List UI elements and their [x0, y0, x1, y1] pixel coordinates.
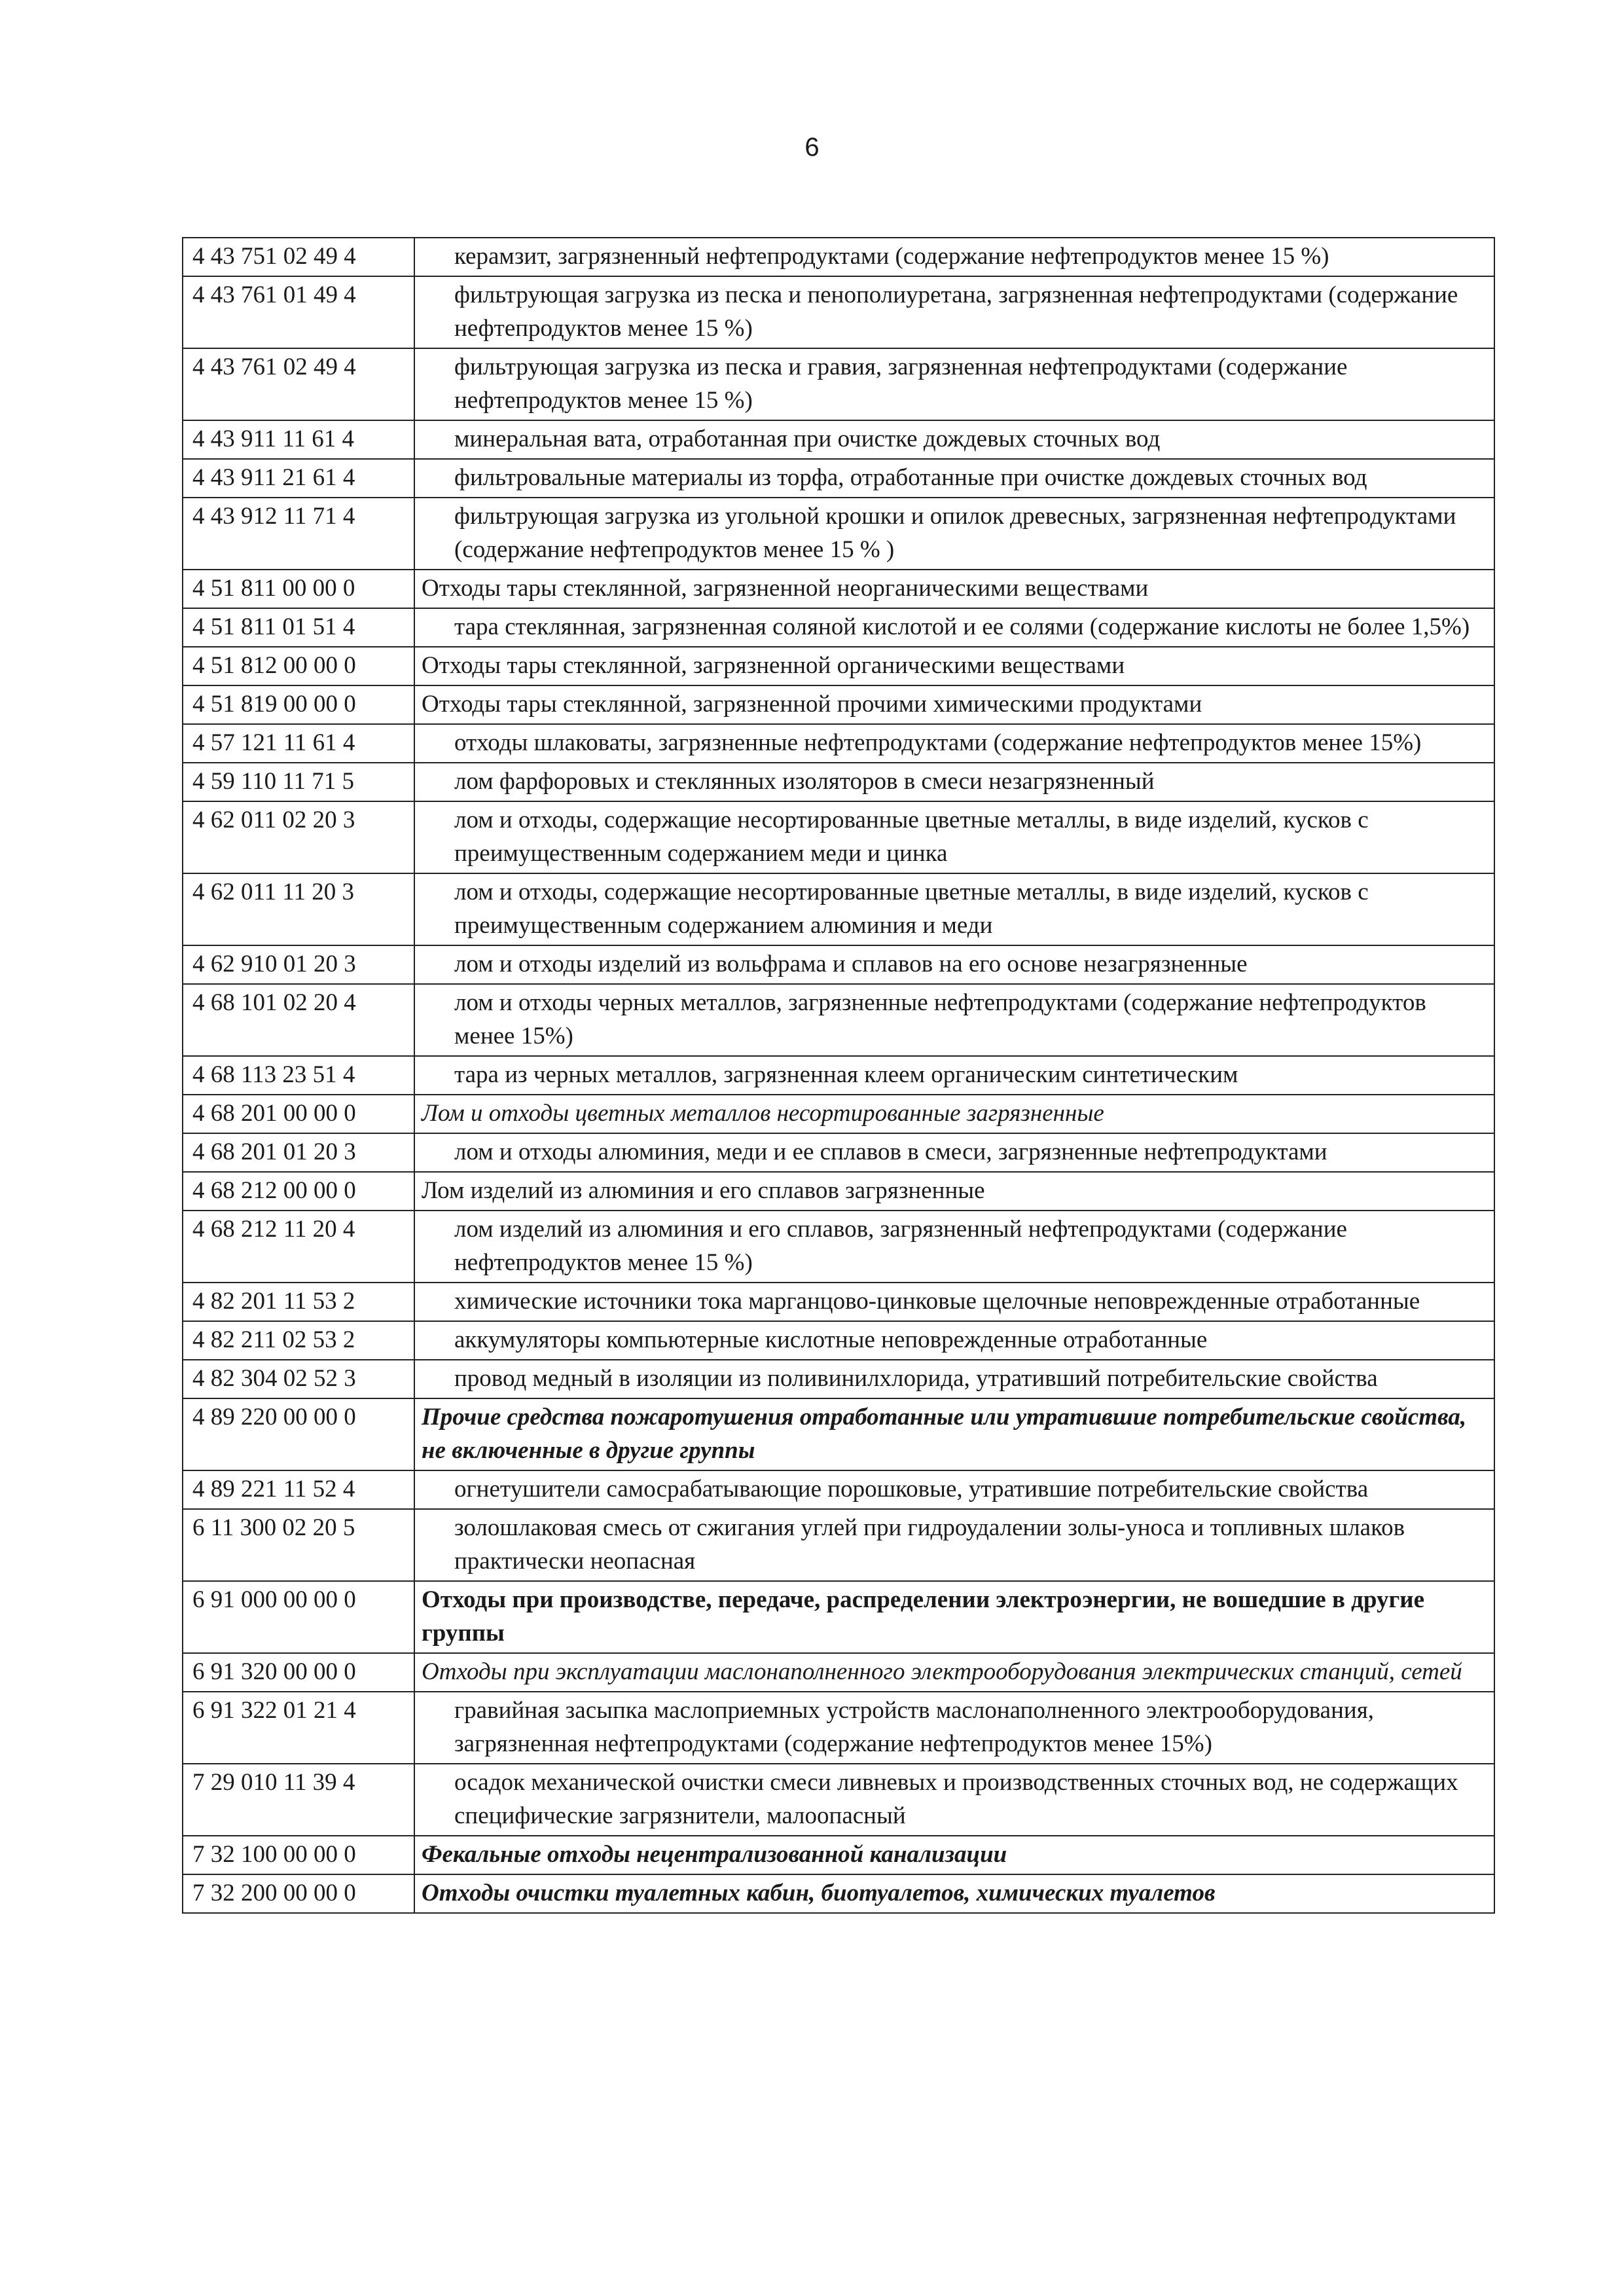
waste-code: 4 43 911 11 61 4	[183, 420, 414, 459]
table-row	[183, 238, 1494, 276]
waste-description: химические источники тока марганцово-цинковые щелочные неповрежденные отработанные	[414, 1283, 1494, 1321]
waste-description: лом и отходы изделий из вольфрама и сплавов на его основе незагрязненные	[414, 945, 1494, 984]
table-row	[183, 459, 1494, 498]
waste-description: фильтровальные материалы из торфа, отработанные при очистке дождевых сточных вод	[414, 459, 1494, 498]
waste-code: 4 59 110 11 71 5	[183, 763, 414, 801]
waste-group-description: Фекальные отходы нецентрализованной канализации	[414, 1836, 1494, 1874]
waste-code: 4 68 201 01 20 3	[183, 1133, 414, 1172]
waste-group-description: Отходы очистки туалетных кабин, биотуалетов, химических туалетов	[414, 1874, 1494, 1913]
waste-code: 4 43 912 11 71 4	[183, 498, 414, 570]
waste-description: осадок механической очистки смеси ливневых и производственных сточных вод, не содержащих специфические загрязнители, малоопасный	[414, 1764, 1494, 1836]
waste-group-description: Отходы тары стеклянной, загрязненной прочими химическими продуктами	[414, 685, 1494, 724]
table-row-group	[183, 1581, 1494, 1653]
table-row	[183, 763, 1494, 801]
table-row	[183, 608, 1494, 647]
waste-description: гравийная засыпка маслоприемных устройств маслонаполненного электрооборудования, загрязненная нефтепродуктами (содержание нефтепродуктов менее 15%)	[414, 1692, 1494, 1764]
waste-code: 4 68 212 11 20 4	[183, 1211, 414, 1283]
waste-group-description: Отходы при эксплуатации маслонаполненного электрооборудования электрических станций, сетей	[414, 1653, 1494, 1692]
table-row-group	[183, 570, 1494, 608]
waste-group-description: Прочие средства пожаротушения отработанные или утратившие потребительские свойства, не включенные в другие группы	[414, 1398, 1494, 1470]
waste-group-description: Отходы тары стеклянной, загрязненной неорганическими веществами	[414, 570, 1494, 608]
table-row	[183, 1283, 1494, 1321]
waste-code: 4 82 304 02 52 3	[183, 1360, 414, 1398]
waste-description: керамзит, загрязненный нефтепродуктами (содержание нефтепродуктов менее 15 %)	[414, 238, 1494, 276]
waste-code: 4 68 101 02 20 4	[183, 984, 414, 1056]
waste-description: отходы шлаковаты, загрязненные нефтепродуктами (содержание нефтепродуктов менее 15%)	[414, 724, 1494, 763]
table-row	[183, 1692, 1494, 1764]
table-row	[183, 1360, 1494, 1398]
table-row	[183, 276, 1494, 348]
table-row	[183, 945, 1494, 984]
waste-description: лом и отходы, содержащие несортированные цветные металлы, в виде изделий, кусков с преимущественным содержанием алюминия и меди	[414, 873, 1494, 945]
waste-description: фильтрующая загрузка из угольной крошки и опилок древесных, загрязненная нефтепродуктами (содержание нефтепродуктов менее 15 % )	[414, 498, 1494, 570]
table-row	[183, 420, 1494, 459]
table-row	[183, 348, 1494, 420]
page-number: 6	[804, 133, 820, 162]
table-row-group	[183, 685, 1494, 724]
waste-classification-table-wrapper	[182, 237, 1470, 1914]
waste-code: 4 68 201 00 00 0	[183, 1095, 414, 1133]
waste-description: тара стеклянная, загрязненная соляной кислотой и ее солями (содержание кислоты не более 1,5%)	[414, 608, 1494, 647]
table-row	[183, 801, 1494, 873]
waste-code: 4 89 220 00 00 0	[183, 1398, 414, 1470]
waste-code: 4 43 911 21 61 4	[183, 459, 414, 498]
waste-code: 4 57 121 11 61 4	[183, 724, 414, 763]
waste-code: 4 43 761 02 49 4	[183, 348, 414, 420]
waste-code: 6 11 300 02 20 5	[183, 1509, 414, 1581]
table-row	[183, 1764, 1494, 1836]
table-row-group	[183, 647, 1494, 685]
table-row	[183, 1470, 1494, 1509]
waste-code: 6 91 000 00 00 0	[183, 1581, 414, 1653]
table-row	[183, 1211, 1494, 1283]
waste-code: 4 51 819 00 00 0	[183, 685, 414, 724]
waste-code: 4 43 761 01 49 4	[183, 276, 414, 348]
waste-code: 4 68 212 00 00 0	[183, 1172, 414, 1211]
waste-code: 4 51 811 01 51 4	[183, 608, 414, 647]
waste-description: аккумуляторы компьютерные кислотные неповрежденные отработанные	[414, 1321, 1494, 1360]
waste-code: 4 89 221 11 52 4	[183, 1470, 414, 1509]
waste-description: провод медный в изоляции из поливинилхлорида, утративший потребительские свойства	[414, 1360, 1494, 1398]
waste-description: лом и отходы, содержащие несортированные цветные металлы, в виде изделий, кусков с преимущественным содержанием меди и цинка	[414, 801, 1494, 873]
waste-code: 4 82 201 11 53 2	[183, 1283, 414, 1321]
table-row	[183, 873, 1494, 945]
waste-description: лом изделий из алюминия и его сплавов, загрязненный нефтепродуктами (содержание нефтепродуктов менее 15 %)	[414, 1211, 1494, 1283]
waste-group-description: Лом изделий из алюминия и его сплавов загрязненные	[414, 1172, 1494, 1211]
table-row	[183, 1509, 1494, 1581]
table-row	[183, 498, 1494, 570]
waste-description: лом и отходы алюминия, меди и ее сплавов в смеси, загрязненные нефтепродуктами	[414, 1133, 1494, 1172]
waste-code: 4 62 910 01 20 3	[183, 945, 414, 984]
waste-description: тара из черных металлов, загрязненная клеем органическим синтетическим	[414, 1056, 1494, 1095]
table-row	[183, 724, 1494, 763]
table-row	[183, 984, 1494, 1056]
waste-description: золошлаковая смесь от сжигания углей при гидроудалении золы-уноса и топливных шлаков практически неопасная	[414, 1509, 1494, 1581]
waste-group-description: Отходы тары стеклянной, загрязненной органическими веществами	[414, 647, 1494, 685]
table-row-group	[183, 1874, 1494, 1913]
table-row-group	[183, 1653, 1494, 1692]
waste-code: 4 43 751 02 49 4	[183, 238, 414, 276]
waste-code: 4 68 113 23 51 4	[183, 1056, 414, 1095]
waste-code: 6 91 322 01 21 4	[183, 1692, 414, 1764]
waste-description: лом и отходы черных металлов, загрязненные нефтепродуктами (содержание нефтепродуктов менее 15%)	[414, 984, 1494, 1056]
waste-description: фильтрующая загрузка из песка и гравия, загрязненная нефтепродуктами (содержание нефтепродуктов менее 15 %)	[414, 348, 1494, 420]
waste-code: 4 51 811 00 00 0	[183, 570, 414, 608]
waste-group-description: Отходы при производстве, передаче, распределении электроэнергии, не вошедшие в другие группы	[414, 1581, 1494, 1653]
table-row-group	[183, 1172, 1494, 1211]
waste-code: 7 32 100 00 00 0	[183, 1836, 414, 1874]
waste-code: 6 91 320 00 00 0	[183, 1653, 414, 1692]
waste-description: фильтрующая загрузка из песка и пенополиуретана, загрязненная нефтепродуктами (содержание нефтепродуктов менее 15 %)	[414, 276, 1494, 348]
table-row	[183, 1056, 1494, 1095]
table-row-group	[183, 1398, 1494, 1470]
table-row	[183, 1321, 1494, 1360]
waste-code: 4 51 812 00 00 0	[183, 647, 414, 685]
waste-code: 4 62 011 02 20 3	[183, 801, 414, 873]
table-row	[183, 1133, 1494, 1172]
waste-description: минеральная вата, отработанная при очистке дождевых сточных вод	[414, 420, 1494, 459]
table-row-group	[183, 1095, 1494, 1133]
waste-classification-table	[182, 237, 1495, 1914]
waste-code: 4 82 211 02 53 2	[183, 1321, 414, 1360]
waste-description: лом фарфоровых и стеклянных изоляторов в смеси незагрязненный	[414, 763, 1494, 801]
table-row-group	[183, 1836, 1494, 1874]
waste-code: 7 32 200 00 00 0	[183, 1874, 414, 1913]
waste-code: 7 29 010 11 39 4	[183, 1764, 414, 1836]
waste-code: 4 62 011 11 20 3	[183, 873, 414, 945]
waste-group-description: Лом и отходы цветных металлов несортированные загрязненные	[414, 1095, 1494, 1133]
waste-description: огнетушители самосрабатывающие порошковые, утратившие потребительские свойства	[414, 1470, 1494, 1509]
